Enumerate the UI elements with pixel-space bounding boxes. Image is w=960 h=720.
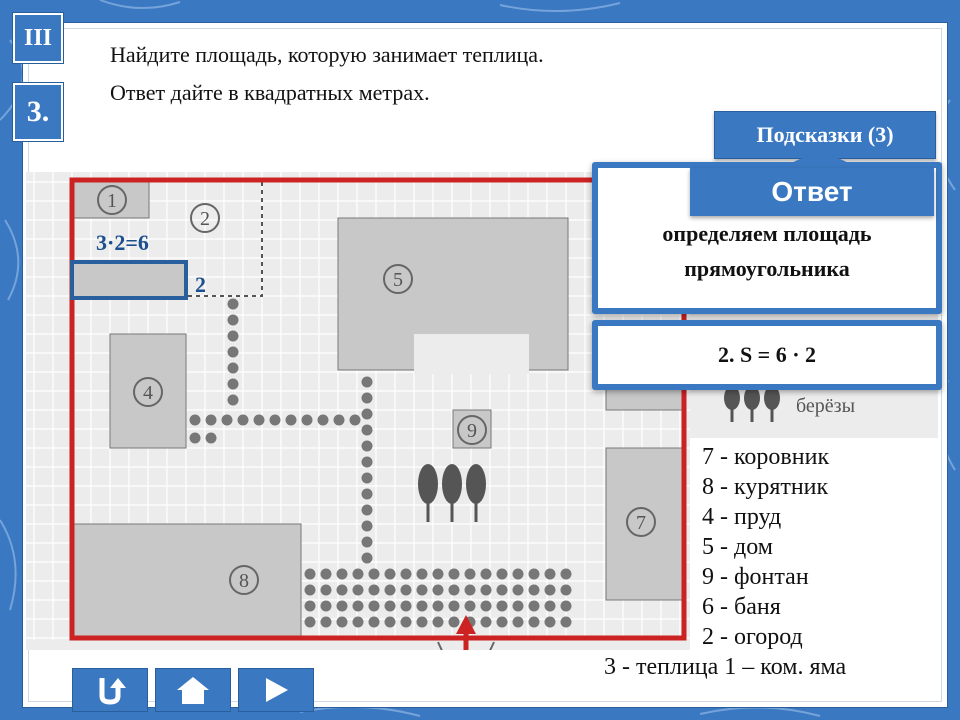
task-line-1: Найдите площадь, которую занимает теплица. xyxy=(110,42,544,67)
path-dot xyxy=(362,505,373,516)
path-dot xyxy=(401,617,412,628)
path-dot xyxy=(401,601,412,612)
path-dot xyxy=(433,585,444,596)
path-dot xyxy=(206,415,217,426)
hint-1-line-3: прямоугольника xyxy=(684,256,850,281)
path-dot xyxy=(305,569,316,580)
path-dot xyxy=(362,441,373,452)
path-dot xyxy=(318,415,329,426)
path-dot xyxy=(353,585,364,596)
path-dot xyxy=(321,585,332,596)
path-dot xyxy=(228,299,239,310)
greenhouse-highlight xyxy=(72,262,186,298)
task-line-2: Ответ дайте в квадратных метрах. xyxy=(110,80,430,105)
back-button[interactable] xyxy=(72,668,148,712)
path-dot xyxy=(321,601,332,612)
path-dot xyxy=(334,415,345,426)
plan-legend xyxy=(604,438,940,680)
path-dot xyxy=(362,537,373,548)
play-triangle-icon xyxy=(261,675,291,705)
path-dot xyxy=(228,363,239,374)
path-dot xyxy=(362,553,373,564)
path-dot xyxy=(337,601,348,612)
path-dot xyxy=(228,395,239,406)
legend-item: 5 - дом xyxy=(702,534,773,560)
path-dot xyxy=(228,379,239,390)
plot-number: 4 xyxy=(143,382,153,404)
path-dot xyxy=(228,331,239,342)
path-dot xyxy=(362,393,373,404)
path-dot xyxy=(369,569,380,580)
path-dot xyxy=(385,601,396,612)
path-dot xyxy=(545,585,556,596)
path-dot xyxy=(401,585,412,596)
path-dot xyxy=(190,433,201,444)
path-dot xyxy=(337,585,348,596)
legend-item: 9 - фонтан xyxy=(702,564,809,590)
return-arrow-icon xyxy=(92,674,128,706)
path-dot xyxy=(465,585,476,596)
path-dot xyxy=(433,569,444,580)
home-icon xyxy=(174,674,212,706)
path-dot xyxy=(385,585,396,596)
path-dot xyxy=(305,601,316,612)
path-dot xyxy=(433,617,444,628)
legend-item: 8 - курятник xyxy=(702,474,829,500)
plot-number: 1 xyxy=(107,190,117,212)
path-dot xyxy=(561,617,572,628)
hints-button[interactable]: Подсказки (3) xyxy=(714,111,936,159)
plot-5-house-cutout xyxy=(414,334,529,374)
path-dot xyxy=(190,415,201,426)
path-dot xyxy=(286,415,297,426)
path-dot xyxy=(481,617,492,628)
path-dot xyxy=(401,569,412,580)
section-badge: III xyxy=(13,13,63,63)
path-dot xyxy=(337,569,348,580)
path-dot xyxy=(369,585,380,596)
path-dot xyxy=(385,569,396,580)
path-dot xyxy=(302,415,313,426)
path-dot xyxy=(497,585,508,596)
path-dot xyxy=(362,377,373,388)
path-dot xyxy=(238,415,249,426)
path-dot xyxy=(481,585,492,596)
hint-2-panel xyxy=(592,320,942,390)
path-dot xyxy=(481,601,492,612)
path-dot xyxy=(481,569,492,580)
path-dot xyxy=(449,569,460,580)
path-dot xyxy=(449,617,460,628)
birch-label: берёзы xyxy=(796,395,856,417)
path-dot xyxy=(321,617,332,628)
answer-button[interactable]: Ответ xyxy=(690,168,934,216)
path-dot xyxy=(369,617,380,628)
path-dot xyxy=(350,415,361,426)
path-dot xyxy=(228,347,239,358)
plot-number: 5 xyxy=(393,269,403,291)
path-dot xyxy=(362,473,373,484)
path-dot xyxy=(417,601,428,612)
plot-8-poultry xyxy=(73,524,301,638)
next-button[interactable] xyxy=(238,668,314,712)
legend-item: 3 - теплица 1 – ком. яма xyxy=(604,654,847,680)
path-dot xyxy=(561,585,572,596)
path-dot xyxy=(254,415,265,426)
hint-1-line-2: определяем площадь xyxy=(662,221,872,246)
path-dot xyxy=(529,585,540,596)
path-dot xyxy=(513,569,524,580)
plot-number: 7 xyxy=(636,512,646,534)
path-dot xyxy=(497,601,508,612)
path-dot xyxy=(362,521,373,532)
path-dot xyxy=(353,569,364,580)
home-button[interactable] xyxy=(155,668,231,712)
path-dot xyxy=(513,617,524,628)
tree-icons xyxy=(418,464,486,522)
greenhouse-calc-label: 3·2=6 xyxy=(96,230,149,255)
plot-number: 9 xyxy=(467,420,477,442)
path-dot xyxy=(228,315,239,326)
path-dot xyxy=(449,585,460,596)
path-dot xyxy=(305,585,316,596)
path-dot xyxy=(417,585,428,596)
path-dot xyxy=(513,585,524,596)
path-dot xyxy=(362,409,373,420)
task-number-badge: 3. xyxy=(13,83,63,141)
path-dot xyxy=(497,617,508,628)
path-dot xyxy=(433,601,444,612)
greenhouse-side-label: 2 xyxy=(195,272,206,297)
path-dot xyxy=(545,569,556,580)
path-dot xyxy=(529,601,540,612)
legend-item: 2 - огород xyxy=(702,624,803,650)
path-dot xyxy=(385,617,396,628)
path-dot xyxy=(449,601,460,612)
path-dot xyxy=(529,569,540,580)
path-dot xyxy=(206,433,217,444)
plot-number: 8 xyxy=(239,570,249,592)
legend-item: 7 - коровник xyxy=(702,444,830,470)
path-dot xyxy=(362,457,373,468)
path-dot xyxy=(353,617,364,628)
path-dot xyxy=(513,601,524,612)
path-dot xyxy=(497,569,508,580)
path-dot xyxy=(353,601,364,612)
path-dot xyxy=(465,601,476,612)
path-dot xyxy=(417,617,428,628)
answer-notch xyxy=(780,150,860,168)
path-dot xyxy=(362,425,373,436)
path-dot xyxy=(545,601,556,612)
path-dot xyxy=(337,617,348,628)
legend-item: 4 - пруд xyxy=(702,504,782,530)
path-dot xyxy=(465,569,476,580)
path-dot xyxy=(529,617,540,628)
path-dot xyxy=(561,601,572,612)
legend-item: 6 - баня xyxy=(702,594,781,620)
path-dot xyxy=(545,617,556,628)
path-dot xyxy=(417,569,428,580)
path-dot xyxy=(369,601,380,612)
path-dot xyxy=(561,569,572,580)
hint-2-text: 2. S = 6 · 2 xyxy=(598,326,936,384)
path-dot xyxy=(222,415,233,426)
path-dot xyxy=(305,617,316,628)
plot-number: 2 xyxy=(200,208,210,230)
task-statement xyxy=(110,36,544,112)
path-dot xyxy=(362,489,373,500)
path-dot xyxy=(270,415,281,426)
path-dot xyxy=(321,569,332,580)
